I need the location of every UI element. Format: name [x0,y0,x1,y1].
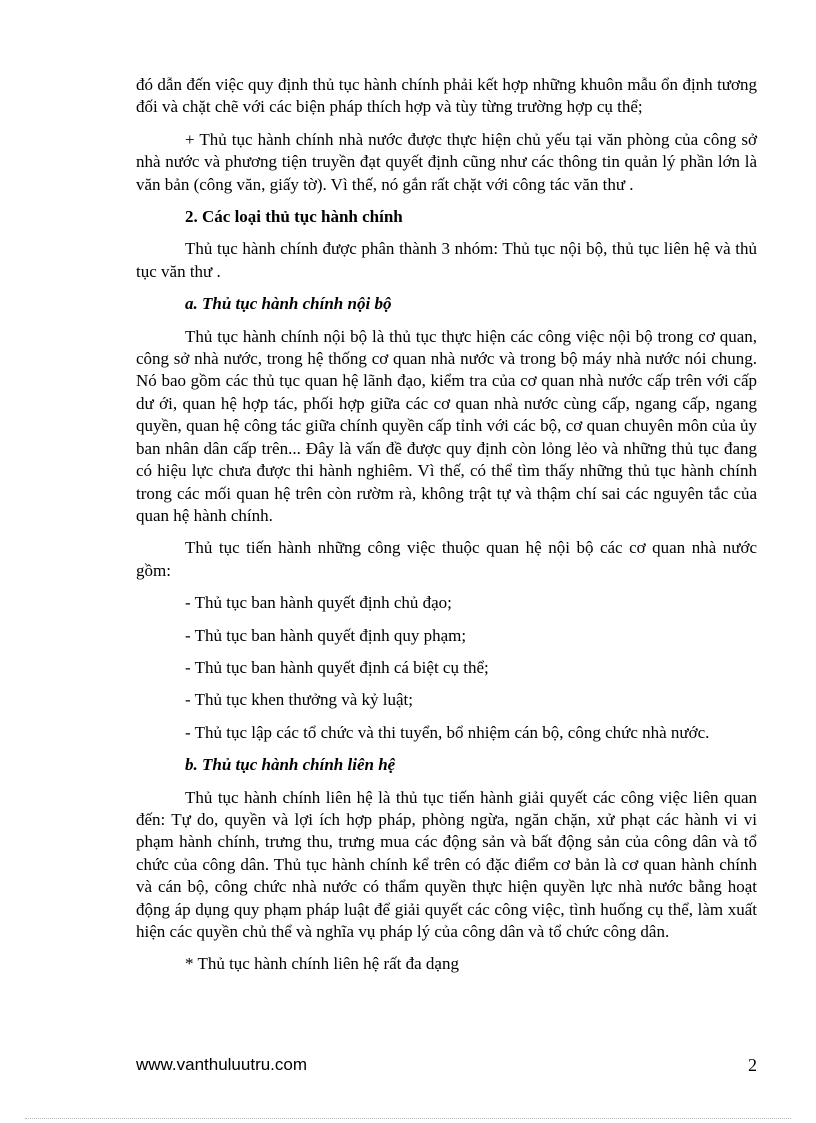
list-item: - Thủ tục ban hành quyết định chủ đạo; [185,593,452,613]
page-footer [136,1055,757,1077]
list-item: - Thủ tục ban hành quyết định cá biệt cụ thể; [185,657,489,677]
footer-url[interactable]: www.vanthuluutru.com [136,1055,308,1074]
paragraph: đó dẫn đến việc quy định thủ tục hành chính phải kết hợp những khuôn mẫu ổn định tương đối và chặt chẽ với các biện pháp thích hợp và tùy từng trường hợp cụ thể; [136,75,757,117]
section-heading: 2. Các loại thủ tục hành chính [185,207,403,227]
document-body [136,74,757,986]
subsection-heading: b. Thủ tục hành chính liên hệ [185,755,396,775]
page-number: 2 [748,1055,757,1075]
list-item: - Thủ tục khen thưởng và kỷ luật; [185,690,413,710]
list-item: - Thủ tục lập các tổ chức và thi tuyển, bổ nhiệm cán bộ, công chức nhà nước. [185,722,710,742]
page-divider [25,1118,791,1119]
list-item: - Thủ tục ban hành quyết định quy phạm; [185,625,467,645]
paragraph: + Thủ tục hành chính nhà nước được thực hiện chủ yếu tại văn phòng của công sở nhà nước và phương tiện truyền đạt quyết định cũng như các thông tin quản lý phần lớn là văn bản (công văn, giấy tờ). Vì thế, nó gắn rất chặt với công tác văn thư . [136,129,757,194]
subsection-heading: a. Thủ tục hành chính nội bộ [185,294,392,314]
paragraph: Thủ tục tiến hành những công việc thuộc quan hệ nội bộ các cơ quan nhà nước gồm: [136,538,757,580]
paragraph: Thủ tục hành chính nội bộ là thủ tục thực hiện các công việc nội bộ trong cơ quan, công sở nhà nước, trong hệ thống cơ quan nhà nước và trong bộ máy nhà nước nói chung. Nó bao gồm các thủ tục quan hệ lãnh đạo, kiểm tra của cơ quan nhà nước cấp trên với cấp dư ới, quan hệ hợp tác, phối hợp giữa các cơ quan nhà nước cùng cấp, ngang cấp, ngang quyền, quan hệ công tác giữa chính quyền cấp tỉnh với các bộ, cơ quan chuyên môn của ủy ban nhân dân cấp trên... Đây là vấn đề được quy định còn lỏng lẻo và những thủ tục đang có hiệu lực chưa được thi hành nghiêm. Vì thế, có thể tìm thấy những thủ tục hành chính trong các mối quan hệ trên còn rườm rà, không trật tự và thậm chí sai các nguyên tắc của quan hệ hành chính. [136,326,757,525]
paragraph: Thủ tục hành chính được phân thành 3 nhóm: Thủ tục nội bộ, thủ tục liên hệ và thủ tục văn thư . [136,239,757,281]
paragraph: * Thủ tục hành chính liên hệ rất đa dạng [185,954,459,974]
paragraph: Thủ tục hành chính liên hệ là thủ tục tiến hành giải quyết các công việc liên quan đến: Tự do, quyền và lợi ích hợp pháp, phòng ngừa, ngăn chặn, xử phạt các hành vi vi phạm hành chính, trưng thu, trưng mua các động sản và bất động sản của công dân và tổ chức của công dân. Thủ tục hành chính kể trên có đặc điểm cơ bản là cơ quan hành chính và cán bộ, công chức nhà nước có thẩm quyền thực hiện quyền lực nhà nước bằng hoạt động áp dụng quy phạm pháp luật để giải quyết các công việc, tình huống cụ thể, làm xuất hiện các quyền chủ thể và nghĩa vụ pháp lý của công dân và tổ chức công dân. [136,787,757,941]
